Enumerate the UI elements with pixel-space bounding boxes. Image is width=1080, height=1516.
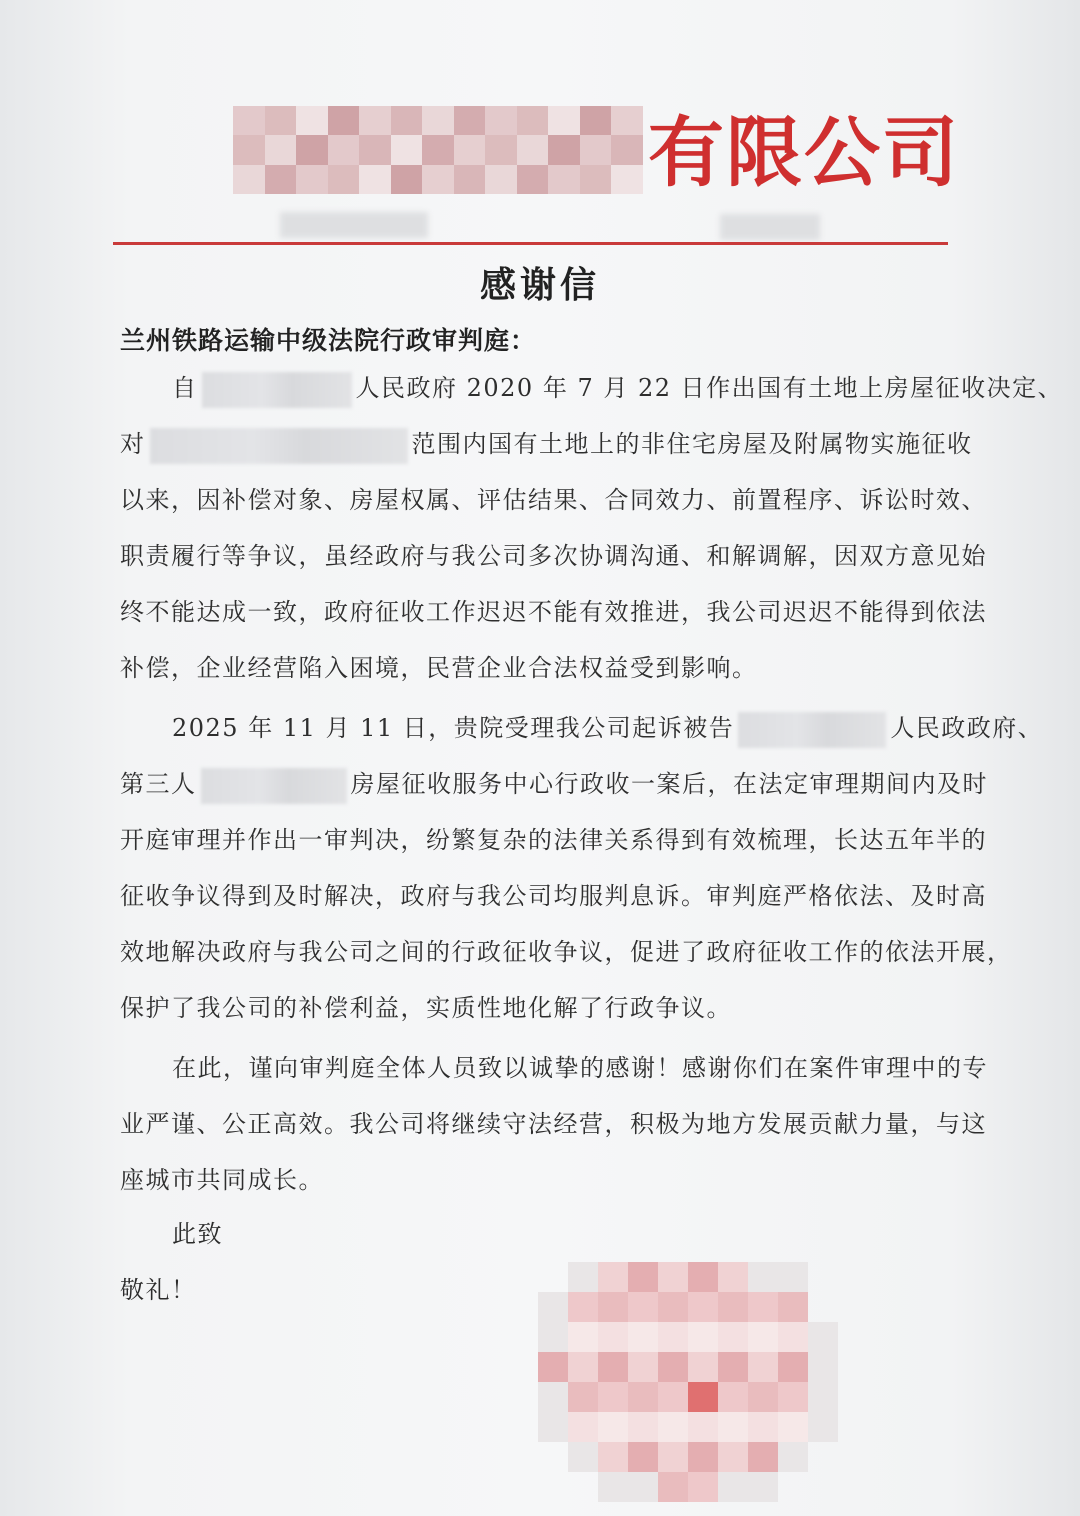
body-line: 以来，因补偿对象、房屋权属、评估结果、合同效力、前置程序、诉讼时效、 bbox=[120, 486, 987, 514]
pixel-block bbox=[778, 1472, 808, 1502]
body-line: 在此，谨向审判庭全体人员致以诚挚的感谢！感谢你们在案件审理中的专 bbox=[172, 1054, 988, 1082]
pixel-block bbox=[517, 165, 549, 194]
redacted-text bbox=[201, 768, 347, 804]
pixel-block bbox=[658, 1292, 688, 1322]
pixel-block bbox=[485, 106, 517, 135]
salutation: 兰州铁路运输中级法院行政审判庭： bbox=[120, 326, 537, 355]
pixel-block bbox=[688, 1412, 718, 1442]
pixel-block bbox=[328, 135, 360, 164]
pixel-block bbox=[568, 1412, 598, 1442]
pixel-block bbox=[580, 106, 612, 135]
text-fragment: 房屋征收服务中心行政收一案后，在法定审理期间内及时 bbox=[350, 770, 988, 798]
pixel-block bbox=[748, 1382, 778, 1412]
pixel-block bbox=[580, 135, 612, 164]
text-fragment: 自 bbox=[172, 374, 198, 402]
closing-line-2: 敬礼！ bbox=[120, 1276, 197, 1304]
pixel-block bbox=[748, 1322, 778, 1352]
pixel-block bbox=[485, 165, 517, 194]
pixel-block bbox=[568, 1382, 598, 1412]
pixel-block bbox=[598, 1412, 628, 1442]
pixel-block bbox=[538, 1472, 568, 1502]
pixel-block bbox=[628, 1382, 658, 1412]
pixel-block bbox=[611, 135, 643, 164]
body-line: 征收争议得到及时解决，政府与我公司均服判息诉。审判庭严格依法、及时高 bbox=[120, 882, 987, 910]
pixel-block bbox=[688, 1262, 718, 1292]
pixel-block bbox=[422, 135, 454, 164]
pixel-block bbox=[598, 1292, 628, 1322]
pixel-block bbox=[808, 1412, 838, 1442]
body-line bbox=[120, 756, 988, 812]
pixel-block bbox=[568, 1472, 598, 1502]
closing-line-1: 此致 bbox=[172, 1220, 223, 1248]
body-line bbox=[172, 360, 1063, 416]
pixel-block bbox=[422, 165, 454, 194]
body-line: 效地解决政府与我公司之间的行政征收争议，促进了政府征收工作的依法开展， bbox=[120, 938, 1013, 966]
body-line: 终不能达成一致，政府征收工作迟迟不能有效推进，我公司迟迟不能得到依法 bbox=[120, 598, 987, 626]
pixel-block bbox=[568, 1292, 598, 1322]
pixel-block bbox=[628, 1442, 658, 1472]
pixel-block bbox=[296, 106, 328, 135]
pixel-block bbox=[688, 1442, 718, 1472]
pixel-block bbox=[808, 1322, 838, 1352]
pixel-block bbox=[628, 1412, 658, 1442]
letter-title: 感谢信 bbox=[479, 265, 600, 306]
pixel-block bbox=[688, 1322, 718, 1352]
text-fragment: 第三人 bbox=[120, 770, 197, 798]
body-line: 开庭审理并作出一审判决，纷繁复杂的法律关系得到有效梳理，长达五年半的 bbox=[120, 826, 987, 854]
pixel-block bbox=[658, 1382, 688, 1412]
pixel-block bbox=[658, 1352, 688, 1382]
pixel-block bbox=[538, 1442, 568, 1472]
pixel-block bbox=[808, 1382, 838, 1412]
body-line bbox=[120, 416, 973, 472]
pixel-block bbox=[391, 135, 423, 164]
pixel-block bbox=[808, 1352, 838, 1382]
pixel-block bbox=[688, 1292, 718, 1322]
pixel-block bbox=[517, 106, 549, 135]
pixel-block bbox=[718, 1352, 748, 1382]
pixel-block bbox=[748, 1292, 778, 1322]
pixel-block bbox=[778, 1382, 808, 1412]
pixel-block bbox=[454, 106, 486, 135]
pixel-block bbox=[568, 1322, 598, 1352]
pixel-block bbox=[391, 106, 423, 135]
pixel-block bbox=[485, 135, 517, 164]
pixel-block bbox=[265, 106, 297, 135]
pixel-block bbox=[658, 1262, 688, 1292]
pixel-block bbox=[778, 1262, 808, 1292]
pixel-block bbox=[628, 1322, 658, 1352]
pixel-block bbox=[748, 1412, 778, 1442]
pixel-block bbox=[538, 1262, 568, 1292]
pixel-block bbox=[748, 1472, 778, 1502]
pixel-block bbox=[778, 1322, 808, 1352]
pixel-block bbox=[688, 1472, 718, 1502]
pixel-block bbox=[611, 165, 643, 194]
body-line bbox=[172, 700, 1043, 756]
pixel-block bbox=[391, 165, 423, 194]
text-fragment: 人民政府 2020 年 7 月 22 日作出国有土地上房屋征收决定、 bbox=[355, 374, 1064, 402]
pixel-block bbox=[808, 1442, 838, 1472]
pixel-block bbox=[580, 165, 612, 194]
pixel-block bbox=[517, 135, 549, 164]
pixel-block bbox=[778, 1442, 808, 1472]
pixel-block bbox=[808, 1262, 838, 1292]
company-name-suffix: 有限公司 bbox=[648, 108, 960, 197]
pixel-block bbox=[548, 106, 580, 135]
pixel-block bbox=[233, 106, 265, 135]
pixel-block bbox=[658, 1412, 688, 1442]
pixel-block bbox=[548, 135, 580, 164]
pixel-block bbox=[359, 106, 391, 135]
pixel-block bbox=[265, 165, 297, 194]
pixel-block bbox=[628, 1352, 658, 1382]
text-fragment: 对 bbox=[120, 430, 146, 458]
pixel-block bbox=[778, 1292, 808, 1322]
redacted-company-name bbox=[233, 106, 643, 194]
pixel-block bbox=[718, 1472, 748, 1502]
pixel-block bbox=[233, 165, 265, 194]
text-fragment: 人民政政府、 bbox=[890, 714, 1044, 742]
pixel-block bbox=[548, 165, 580, 194]
pixel-block bbox=[454, 165, 486, 194]
pixel-block bbox=[628, 1292, 658, 1322]
pixel-block bbox=[778, 1352, 808, 1382]
body-line: 补偿，企业经营陷入困境，民营企业合法权益受到影响。 bbox=[120, 654, 758, 682]
text-fragment: 2025 年 11 月 11 日，贵院受理我公司起诉被告 bbox=[172, 714, 735, 742]
pixel-block bbox=[328, 106, 360, 135]
pixel-block bbox=[233, 135, 265, 164]
pixel-block bbox=[688, 1352, 718, 1382]
text-fragment: 范围内国有土地上的非住宅房屋及附属物实施征收 bbox=[411, 430, 973, 458]
pixel-block bbox=[718, 1442, 748, 1472]
redacted-company-seal bbox=[538, 1262, 838, 1502]
pixel-block bbox=[778, 1412, 808, 1442]
pixel-block bbox=[359, 135, 391, 164]
pixel-block bbox=[748, 1352, 778, 1382]
pixel-block bbox=[538, 1292, 568, 1322]
pixel-block bbox=[598, 1262, 628, 1292]
pixel-block bbox=[296, 135, 328, 164]
pixel-block bbox=[568, 1262, 598, 1292]
letterhead-red-rule bbox=[113, 242, 948, 245]
pixel-block bbox=[808, 1472, 838, 1502]
pixel-block bbox=[748, 1262, 778, 1292]
pixel-block bbox=[598, 1442, 628, 1472]
pixel-block bbox=[598, 1382, 628, 1412]
body-line: 保护了我公司的补偿利益，实质性地化解了行政争议。 bbox=[120, 994, 732, 1022]
pixel-block bbox=[718, 1322, 748, 1352]
pixel-block bbox=[296, 165, 328, 194]
pixel-block bbox=[718, 1412, 748, 1442]
pixel-block bbox=[611, 106, 643, 135]
body-line: 职责履行等争议，虽经政府与我公司多次协调沟通、和解调解，因双方意见始 bbox=[120, 542, 987, 570]
redacted-text bbox=[150, 428, 408, 464]
pixel-block bbox=[538, 1352, 568, 1382]
pixel-block bbox=[538, 1412, 568, 1442]
pixel-block bbox=[688, 1382, 718, 1412]
pixel-block bbox=[568, 1352, 598, 1382]
pixel-block bbox=[658, 1472, 688, 1502]
pixel-block bbox=[658, 1442, 688, 1472]
pixel-block bbox=[598, 1352, 628, 1382]
pixel-block bbox=[748, 1442, 778, 1472]
pixel-block bbox=[265, 135, 297, 164]
pixel-block bbox=[538, 1382, 568, 1412]
redacted-letterhead-info-right bbox=[720, 214, 820, 240]
body-line: 座城市共同成长。 bbox=[120, 1166, 324, 1194]
body-line: 业严谨、公正高效。我公司将继续守法经营，积极为地方发展贡献力量，与这 bbox=[120, 1110, 987, 1138]
redacted-text bbox=[202, 372, 352, 408]
pixel-block bbox=[808, 1292, 838, 1322]
pixel-block bbox=[628, 1472, 658, 1502]
pixel-block bbox=[422, 106, 454, 135]
pixel-block bbox=[718, 1262, 748, 1292]
pixel-block bbox=[658, 1322, 688, 1352]
pixel-block bbox=[628, 1262, 658, 1292]
pixel-block bbox=[454, 135, 486, 164]
pixel-block bbox=[718, 1292, 748, 1322]
pixel-block bbox=[598, 1472, 628, 1502]
redacted-letterhead-info-left bbox=[280, 212, 428, 238]
pixel-block bbox=[568, 1442, 598, 1472]
pixel-block bbox=[538, 1322, 568, 1352]
pixel-block bbox=[718, 1382, 748, 1412]
pixel-block bbox=[359, 165, 391, 194]
redacted-text bbox=[738, 712, 886, 748]
pixel-block bbox=[598, 1322, 628, 1352]
pixel-block bbox=[328, 165, 360, 194]
